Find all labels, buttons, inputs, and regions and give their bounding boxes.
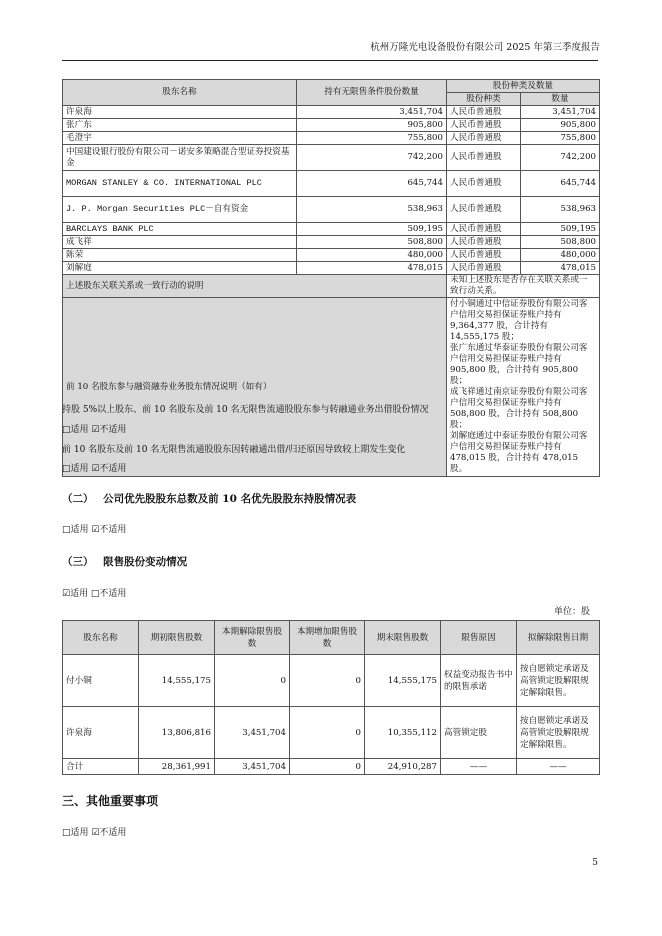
cell-qty: 755,800: [521, 132, 600, 145]
table-row: [63, 145, 600, 171]
cell-type: 人民币普通股: [447, 249, 521, 262]
cell-reason: 高管锁定股: [441, 707, 517, 759]
cell-name: J. P. Morgan Securities PLC－自有资金: [63, 197, 297, 223]
cell-qty: 508,800: [521, 236, 600, 249]
note1-options: □适用 ☑不适用: [62, 425, 127, 435]
restricted-shares-table: [62, 620, 600, 775]
cell-start: 28,361,991: [139, 759, 215, 775]
cell-end: 10,355,112: [365, 707, 441, 759]
cell-added: 0: [290, 655, 365, 707]
section3-options: ☑适用 □不适用: [62, 589, 127, 599]
cell-released: 0: [215, 655, 290, 707]
cell-qty: 538,963: [521, 197, 600, 223]
cell-end: 24,910,287: [365, 759, 441, 775]
table-row: [63, 249, 600, 262]
table-row: [63, 707, 600, 759]
cell-start: 13,806,816: [139, 707, 215, 759]
cell-qty: 509,195: [521, 223, 600, 236]
cell-shares: 480,000: [297, 249, 447, 262]
cell-qty: 480,000: [521, 249, 600, 262]
margin-label: 前 10 名股东参与融资融券业务股东情况说明（如有）: [63, 298, 447, 477]
cell-type: 人民币普通股: [447, 119, 521, 132]
note1-text: 持股 5%以上股东、前 10 名股东及前 10 名无限售流通股股东参与转融通业务出借股份情况: [62, 405, 429, 415]
cell-name: 合计: [63, 759, 139, 775]
page-header-title: 杭州万隆光电设备股份有限公司 2025 年第三季度报告: [370, 42, 600, 53]
cell-qty: 3,451,704: [521, 106, 600, 119]
col-header-qty: 数量: [521, 93, 600, 106]
cell-added: 0: [290, 759, 365, 775]
section2-heading: [62, 493, 356, 507]
cell-end: 14,555,175: [365, 655, 441, 707]
col-header-name: 股东名称: [63, 80, 297, 106]
cell-name: 付小铜: [63, 655, 139, 707]
table-row: [63, 262, 600, 275]
cell-name: BARCLAYS BANK PLC: [63, 223, 297, 236]
col-header: 期末限售股数: [365, 621, 441, 655]
cell-name: 中国建设银行股份有限公司－诺安多策略混合型证券投资基金: [63, 145, 297, 171]
table-row: [63, 223, 600, 236]
margin-line: 刘解庭通过中泰证券股份有限公司客户信用交易担保证券账户持有 478,015 股，合计持有 478,015 股。: [450, 431, 588, 474]
shareholders-table: [62, 79, 600, 477]
margin-line: 付小铜通过中信证券股份有限公司客户信用交易担保证券账户持有 9,364,377 股，合计持有 14,555,175 股；: [450, 299, 588, 342]
cell-type: 人民币普通股: [447, 145, 521, 171]
col-header: 期初限售股数: [139, 621, 215, 655]
margin-line: 成飞祥通过南京证券股份有限公司客户信用交易担保证券账户持有 508,800 股，合计持有 508,800 股；: [450, 387, 588, 430]
cell-name: 许泉海: [63, 106, 297, 119]
margin-line: 张广东通过华泰证券股份有限公司客户信用交易担保证券账户持有 905,800 股，合计持有 905,800 股；: [450, 343, 588, 386]
section2-num: （二）: [62, 493, 94, 505]
cell-date: ——: [517, 759, 600, 775]
cell-shares: 508,800: [297, 236, 447, 249]
table-row: [63, 236, 600, 249]
margin-value: [447, 298, 600, 477]
cell-name: 许泉海: [63, 707, 139, 759]
cell-shares: 905,800: [297, 119, 447, 132]
cell-shares: 645,744: [297, 171, 447, 197]
cell-type: 人民币普通股: [447, 197, 521, 223]
cell-qty: 478,015: [521, 262, 600, 275]
table-row: [63, 197, 600, 223]
section-other-title: 三、其他重要事项: [62, 794, 159, 808]
section-other-options: □适用 ☑不适用: [62, 828, 127, 838]
section3-title: 限售股份变动情况: [103, 556, 188, 568]
cell-type: 人民币普通股: [447, 106, 521, 119]
col-header: 本期解除限售股数: [215, 621, 290, 655]
cell-date: 按自愿锁定承诺及高管锁定股解限规定解除限售。: [517, 655, 600, 707]
cell-shares: 3,451,704: [297, 106, 447, 119]
table-row: [63, 119, 600, 132]
cell-name: MORGAN STANLEY & CO. INTERNATIONAL PLC: [63, 171, 297, 197]
cell-qty: 742,200: [521, 145, 600, 171]
cell-released: 3,451,704: [215, 759, 290, 775]
cell-shares: 742,200: [297, 145, 447, 171]
cell-type: 人民币普通股: [447, 132, 521, 145]
cell-shares: 509,195: [297, 223, 447, 236]
table-row: [63, 132, 600, 145]
col-header: 本期增加限售股数: [290, 621, 365, 655]
cell-added: 0: [290, 707, 365, 759]
cell-shares: 755,800: [297, 132, 447, 145]
cell-reason: 权益变动报告书中的限售承诺: [441, 655, 517, 707]
relation-row: [63, 275, 600, 298]
cell-name: 张广东: [63, 119, 297, 132]
unit-label: 单位：股: [553, 607, 590, 617]
relation-label: 上述股东关联关系或一致行动的说明: [63, 275, 447, 298]
table-row: [63, 171, 600, 197]
section3-num: （三）: [62, 556, 94, 568]
cell-type: 人民币普通股: [447, 171, 521, 197]
table-row: [63, 655, 600, 707]
note2-options: □适用 ☑不适用: [62, 464, 127, 474]
cell-name: 陈荣: [63, 249, 297, 262]
col-header: 拟解除限售日期: [517, 621, 600, 655]
cell-type: 人民币普通股: [447, 223, 521, 236]
col-header-class-group: 股份种类及数量: [447, 80, 600, 93]
cell-name: 成飞祥: [63, 236, 297, 249]
section3-heading: [62, 556, 187, 570]
cell-date: 按自愿锁定承诺及高管锁定股解限规定解除限售。: [517, 707, 600, 759]
cell-qty: 645,744: [521, 171, 600, 197]
relation-value: 未知上述股东是否存在关联关系或一致行动关系。: [447, 275, 600, 298]
cell-type: 人民币普通股: [447, 236, 521, 249]
cell-name: 刘解庭: [63, 262, 297, 275]
section2-title: 公司优先股股东总数及前 10 名优先股股东持股情况表: [103, 493, 357, 505]
col-header: 股东名称: [63, 621, 139, 655]
cell-shares: 478,015: [297, 262, 447, 275]
cell-released: 3,451,704: [215, 707, 290, 759]
cell-name: 毛澄宇: [63, 132, 297, 145]
table-row: [63, 106, 600, 119]
cell-type: 人民币普通股: [447, 262, 521, 275]
col-header: 限售原因: [441, 621, 517, 655]
section2-options: □适用 ☑不适用: [62, 525, 127, 535]
cell-qty: 905,800: [521, 119, 600, 132]
col-header-shares: 持有无限售条件股份数量: [297, 80, 447, 106]
cell-start: 14,555,175: [139, 655, 215, 707]
cell-shares: 538,963: [297, 197, 447, 223]
header-divider: [62, 60, 598, 61]
total-row: [63, 759, 600, 775]
col-header-class: 股份种类: [447, 93, 521, 106]
page-number: 5: [592, 858, 598, 868]
note2-text: 前 10 名股东及前 10 名无限售流通股股东因转融通出借/归还原因导致较上期发生变化: [62, 445, 406, 455]
cell-reason: ——: [441, 759, 517, 775]
